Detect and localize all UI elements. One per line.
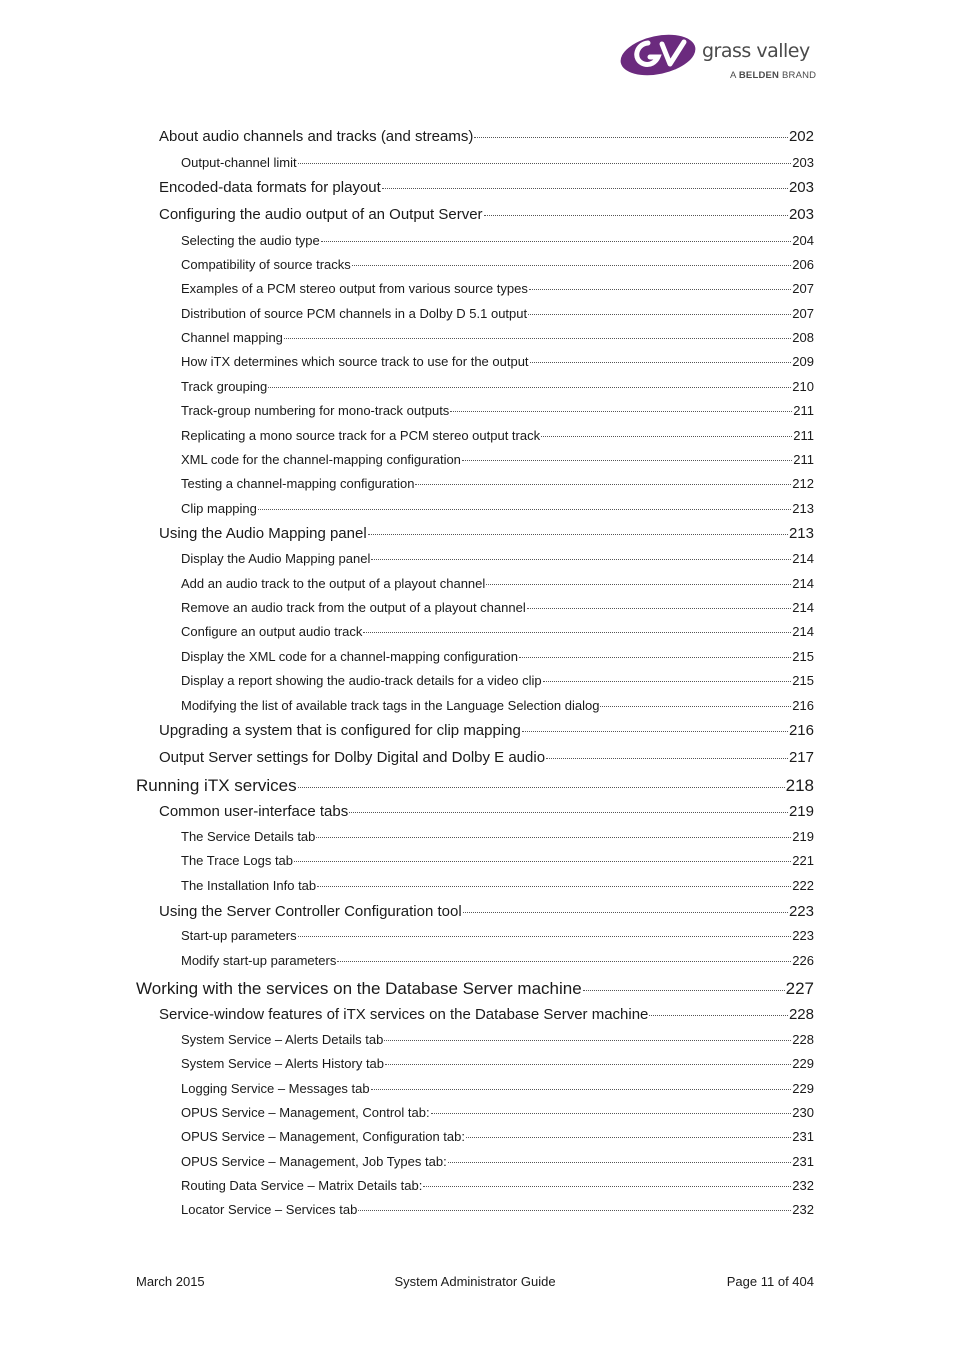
toc-entry-page: 217 — [788, 749, 814, 766]
toc-dot-leader — [484, 215, 788, 216]
toc-entry-page: 214 — [792, 600, 814, 615]
toc-entry-page: 211 — [793, 428, 814, 443]
toc-entry-title: Output Server settings for Dolby Digital and Dolby E audio — [159, 749, 546, 766]
toc-dot-leader — [352, 265, 792, 266]
toc-entry-level-2[interactable] — [159, 525, 814, 542]
toc-entry-title: Track-group numbering for mono-track outputs — [181, 403, 450, 418]
toc-entry-level-3[interactable] — [181, 354, 814, 369]
toc-entry-level-3[interactable] — [181, 330, 814, 345]
toc-entry-title: Common user-interface tabs — [159, 803, 349, 820]
toc-entry-level-1[interactable] — [136, 979, 814, 999]
toc-dot-leader — [385, 1064, 791, 1065]
toc-entry-page: 230 — [792, 1105, 814, 1120]
toc-entry-title: Running iTX services — [136, 776, 297, 795]
toc-entry-level-3[interactable] — [181, 233, 814, 248]
toc-entry-page: 203 — [788, 179, 814, 196]
toc-entry-level-3[interactable] — [181, 155, 814, 170]
toc-entry-level-3[interactable] — [181, 829, 814, 844]
toc-entry-title: System Service – Alerts History tab — [181, 1056, 385, 1071]
toc-entry-page: 232 — [792, 1178, 814, 1193]
toc-entry-page: 216 — [788, 722, 814, 739]
toc-dot-leader — [450, 411, 792, 412]
toc-entry-level-3[interactable] — [181, 1056, 814, 1071]
toc-entry-title: XML code for the channel-mapping configuration — [181, 452, 461, 467]
toc-entry-level-2[interactable] — [159, 749, 814, 766]
toc-entry-title: Modifying the list of available track tags in the Language Selection dialog — [181, 698, 600, 713]
toc-entry-page: 228 — [788, 1006, 814, 1023]
toc-entry-title: How iTX determines which source track to use for the output — [181, 354, 529, 369]
toc-entry-title: Configuring the audio output of an Output Server — [159, 206, 483, 223]
page-footer — [136, 1274, 814, 1292]
toc-entry-page: 213 — [788, 525, 814, 542]
toc-dot-leader — [317, 886, 791, 887]
toc-entry-level-3[interactable] — [181, 624, 814, 639]
toc-entry-page: 221 — [792, 853, 814, 868]
toc-entry-level-3[interactable] — [181, 698, 814, 713]
toc-entry-page: 218 — [785, 776, 814, 795]
toc-entry-page: 214 — [792, 624, 814, 639]
toc-entry-page: 206 — [792, 257, 814, 272]
toc-entry-page: 222 — [792, 878, 814, 893]
toc-dot-leader — [474, 137, 788, 138]
toc-entry-title: Examples of a PCM stereo output from various source types — [181, 281, 528, 296]
toc-entry-page: 210 — [792, 379, 814, 394]
toc-entry-page: 204 — [792, 233, 814, 248]
toc-entry-title: Display the Audio Mapping panel — [181, 551, 371, 566]
toc-entry-page: 229 — [792, 1081, 814, 1096]
toc-entry-level-3[interactable] — [181, 1178, 814, 1193]
toc-entry-title: The Service Details tab — [181, 829, 316, 844]
toc-entry-level-2[interactable] — [159, 179, 814, 196]
toc-entry-page: 211 — [793, 452, 814, 467]
toc-entry-title: Replicating a mono source track for a PCM stereo output track — [181, 428, 541, 443]
toc-entry-title: The Installation Info tab — [181, 878, 317, 893]
toc-entry-level-3[interactable] — [181, 1081, 814, 1096]
grass-valley-mark-icon — [618, 30, 702, 80]
toc-dot-leader — [298, 163, 792, 164]
toc-entry-page: 223 — [792, 928, 814, 943]
toc-entry-page: 231 — [792, 1154, 814, 1169]
toc-dot-leader — [258, 509, 791, 510]
toc-entry-page: 216 — [792, 698, 814, 713]
toc-entry-title: Channel mapping — [181, 330, 283, 345]
toc-entry-level-1[interactable] — [136, 776, 814, 796]
toc-entry-title: Encoded-data formats for playout — [159, 179, 381, 196]
toc-dot-leader — [522, 731, 788, 732]
footer-date: March 2015 — [136, 1274, 205, 1289]
toc-entry-level-2[interactable] — [159, 803, 814, 820]
toc-entry-page: 223 — [788, 903, 814, 920]
toc-entry-level-3[interactable] — [181, 878, 814, 893]
toc-entry-title: OPUS Service – Management, Control tab: — [181, 1105, 430, 1120]
toc-entry-title: Output-channel limit — [181, 155, 297, 170]
toc-entry-level-2[interactable] — [159, 722, 814, 739]
toc-dot-leader — [371, 1089, 792, 1090]
toc-entry-title: Clip mapping — [181, 501, 257, 516]
toc-entry-page: 215 — [792, 673, 814, 688]
toc-entry-title: System Service – Alerts Details tab — [181, 1032, 384, 1047]
toc-dot-leader — [298, 787, 785, 788]
toc-entry-level-3[interactable] — [181, 953, 814, 968]
toc-entry-title: Service-window features of iTX services on the Database Server machine — [159, 1006, 649, 1023]
toc-entry-page: 207 — [792, 281, 814, 296]
toc-dot-leader — [316, 837, 791, 838]
toc-entry-page: 231 — [792, 1129, 814, 1144]
toc-entry-level-2[interactable] — [159, 1006, 814, 1023]
toc-entry-title: Configure an output audio track — [181, 624, 363, 639]
toc-entry-title: Distribution of source PCM channels in a Dolby D 5.1 output — [181, 306, 528, 321]
footer-doc-title: System Administrator Guide — [394, 1274, 556, 1289]
toc-dot-leader — [431, 1113, 792, 1114]
toc-entry-page: 212 — [792, 476, 814, 491]
toc-entry-level-3[interactable] — [181, 476, 814, 491]
toc-entry-page: 229 — [792, 1056, 814, 1071]
toc-dot-leader — [268, 387, 791, 388]
toc-entry-title: Upgrading a system that is configured for clip mapping — [159, 722, 521, 739]
toc-entry-title: Modify start-up parameters — [181, 953, 337, 968]
toc-entry-page: 214 — [792, 551, 814, 566]
toc-dot-leader — [358, 1210, 791, 1211]
toc-entry-level-3[interactable] — [181, 1202, 814, 1217]
toc-dot-leader — [543, 681, 792, 682]
toc-entry-level-3[interactable] — [181, 306, 814, 321]
toc-dot-leader — [294, 861, 791, 862]
toc-entry-title: Logging Service – Messages tab — [181, 1081, 370, 1096]
toc-entry-page: 214 — [792, 576, 814, 591]
toc-entry-level-3[interactable] — [181, 379, 814, 394]
toc-entry-level-3[interactable] — [181, 649, 814, 664]
toc-dot-leader — [649, 1015, 788, 1016]
toc-dot-leader — [368, 534, 788, 535]
toc-entry-title: Locator Service – Services tab — [181, 1202, 358, 1217]
toc-dot-leader — [321, 241, 792, 242]
toc-entry-page: 213 — [792, 501, 814, 516]
toc-dot-leader — [462, 460, 792, 461]
toc-dot-leader — [600, 706, 791, 707]
toc-entry-level-2[interactable] — [159, 903, 814, 920]
toc-dot-leader — [448, 1162, 792, 1163]
toc-entry-level-3[interactable] — [181, 576, 814, 591]
toc-dot-leader — [463, 912, 788, 913]
toc-entry-level-3[interactable] — [181, 257, 814, 272]
toc-entry-level-3[interactable] — [181, 281, 814, 296]
toc-entry-level-3[interactable] — [181, 673, 814, 688]
toc-entry-title: The Trace Logs tab — [181, 853, 294, 868]
toc-entry-title: OPUS Service – Management, Job Types tab: — [181, 1154, 447, 1169]
toc-dot-leader — [337, 961, 791, 962]
toc-entry-title: Using the Audio Mapping panel — [159, 525, 367, 542]
toc-dot-leader — [363, 632, 791, 633]
toc-dot-leader — [284, 338, 791, 339]
toc-entry-level-3[interactable] — [181, 452, 814, 467]
toc-entry-level-3[interactable] — [181, 853, 814, 868]
toc-entry-page: 202 — [788, 128, 814, 145]
toc-dot-leader — [384, 1040, 791, 1041]
toc-entry-page: 219 — [788, 803, 814, 820]
toc-entry-page: 227 — [785, 979, 814, 998]
toc-dot-leader — [415, 484, 791, 485]
toc-entry-title: Remove an audio track from the output of a playout channel — [181, 600, 526, 615]
toc-entry-title: Selecting the audio type — [181, 233, 320, 248]
toc-entry-level-3[interactable] — [181, 551, 814, 566]
grass-valley-logo — [618, 30, 822, 86]
toc-entry-title: Start-up parameters — [181, 928, 297, 943]
toc-entry-level-3[interactable] — [181, 1105, 814, 1120]
toc-entry-level-3[interactable] — [181, 428, 814, 443]
toc-dot-leader — [541, 436, 792, 437]
toc-entry-title: OPUS Service – Management, Configuration tab: — [181, 1129, 465, 1144]
toc-entry-level-3[interactable] — [181, 403, 814, 418]
toc-dot-leader — [382, 188, 788, 189]
toc-entry-title: Using the Server Controller Configuration tool — [159, 903, 462, 920]
toc-entry-title: Display the XML code for a channel-mapping configuration — [181, 649, 518, 664]
toc-dot-leader — [528, 314, 791, 315]
toc-dot-leader — [371, 559, 791, 560]
toc-entry-page: 203 — [788, 206, 814, 223]
toc-entry-title: About audio channels and tracks (and streams) — [159, 128, 474, 145]
toc-dot-leader — [423, 1186, 791, 1187]
toc-entry-level-3[interactable] — [181, 928, 814, 943]
toc-entry-page: 203 — [792, 155, 814, 170]
toc-dot-leader — [527, 608, 792, 609]
toc-entry-title: Track grouping — [181, 379, 268, 394]
toc-dot-leader — [530, 362, 792, 363]
toc-entry-page: 226 — [792, 953, 814, 968]
toc-entry-level-3[interactable] — [181, 501, 814, 516]
toc-entry-title: Add an audio track to the output of a playout channel — [181, 576, 486, 591]
logo-wordmark: grass valley — [702, 40, 810, 62]
toc-dot-leader — [486, 584, 791, 585]
toc-dot-leader — [529, 289, 791, 290]
toc-dot-leader — [583, 990, 785, 991]
toc-entry-title: Testing a channel-mapping configuration — [181, 476, 415, 491]
toc-entry-level-2[interactable] — [159, 206, 814, 223]
toc-entry-page: 208 — [792, 330, 814, 345]
toc-entry-page: 219 — [792, 829, 814, 844]
toc-dot-leader — [519, 657, 791, 658]
toc-entry-title: Compatibility of source tracks — [181, 257, 351, 272]
toc-entry-page: 207 — [792, 306, 814, 321]
logo-tagline: A BELDEN BRAND — [730, 70, 817, 81]
toc-entry-level-2[interactable] — [159, 128, 814, 145]
toc-dot-leader — [546, 758, 788, 759]
toc-entry-page: 209 — [792, 354, 814, 369]
toc-entry-page: 215 — [792, 649, 814, 664]
toc-dot-leader — [298, 936, 792, 937]
toc-entry-level-3[interactable] — [181, 600, 814, 615]
toc-entry-level-3[interactable] — [181, 1129, 814, 1144]
toc-entry-title: Working with the services on the Database Server machine — [136, 979, 582, 998]
toc-dot-leader — [349, 812, 788, 813]
toc-dot-leader — [466, 1137, 791, 1138]
toc-entry-level-3[interactable] — [181, 1032, 814, 1047]
footer-page-number: Page 11 of 404 — [726, 1274, 814, 1289]
toc-entry-title: Display a report showing the audio-track details for a video clip — [181, 673, 542, 688]
toc-entry-page: 232 — [792, 1202, 814, 1217]
toc-entry-page: 211 — [793, 403, 814, 418]
toc-entry-title: Routing Data Service – Matrix Details tab: — [181, 1178, 423, 1193]
toc-entry-page: 228 — [792, 1032, 814, 1047]
toc-entry-level-3[interactable] — [181, 1154, 814, 1169]
